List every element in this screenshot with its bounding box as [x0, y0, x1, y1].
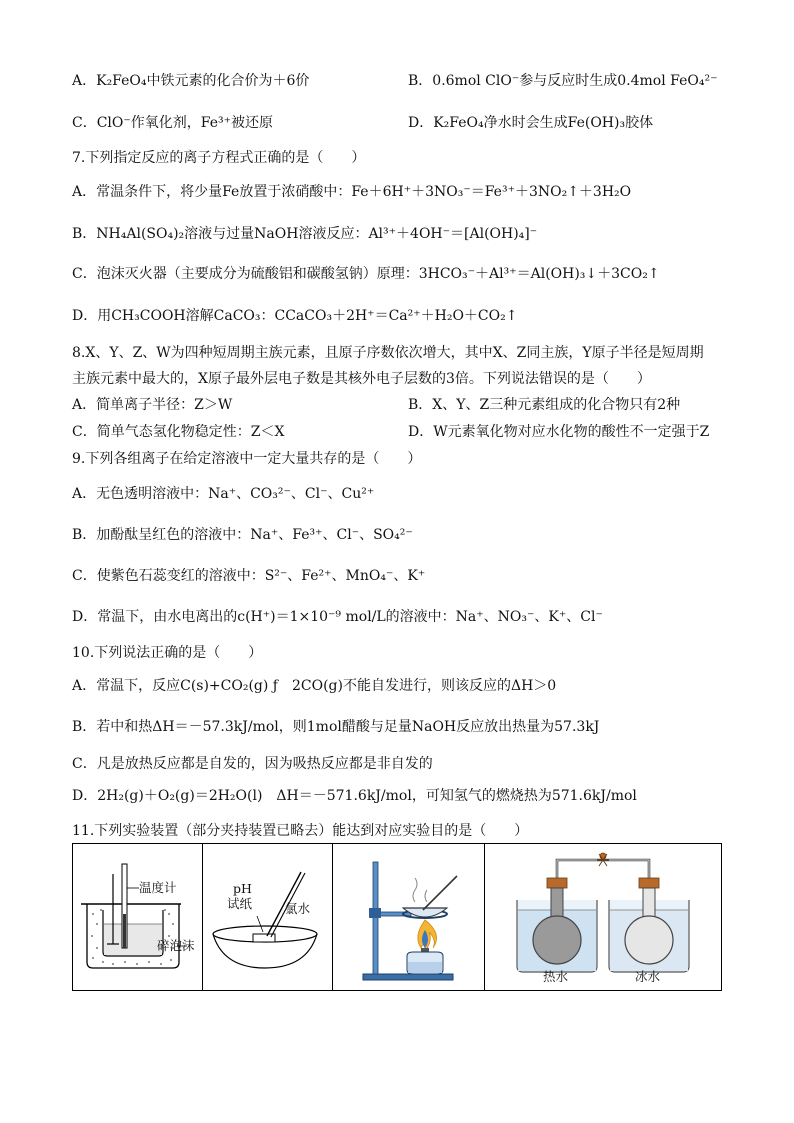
q7-option-a: A．常温条件下，将少量Fe放置于浓硝酸中：Fe＋6H⁺＋3NO₃⁻＝Fe³⁺＋3NO₂↑＋3H₂O — [72, 184, 632, 200]
foam-label: 碎泡沫 — [157, 938, 195, 953]
q8-option-c: C．简单气态氢化物稳定性：Z＜X — [72, 424, 285, 440]
figure-c-evaporation — [333, 844, 485, 990]
ph-label: pH — [233, 881, 252, 896]
q9-stem: 9.下列各组离子在给定溶液中一定大量共存的是（ ） — [72, 451, 422, 467]
q8-option-b: B．X、Y、Z三种元素组成的化合物只有2种 — [408, 397, 681, 413]
ice-water-label: 冰水 — [635, 969, 661, 984]
q8-stem-line2: 主族元素中最大的，X原子最外层电子数是其核外电子层数的3倍。下列说法错误的是（ ） — [72, 371, 651, 387]
q6-option-a: A．K₂FeO₄中铁元素的化合价为＋6价 — [72, 73, 310, 89]
calorimeter-drawing — [73, 844, 203, 990]
q11-stem: 11.下列实验装置（部分夹持装置已略去）能达到对应实验目的是（ ） — [72, 823, 529, 839]
q10-option-b: B．若中和热ΔH＝－57.3kJ/mol，则1mol醋酸与足量NaOH反应放出热量为57.3kJ — [72, 719, 600, 735]
apparatus-figure-strip — [72, 843, 722, 991]
figure-a-calorimeter — [73, 844, 203, 990]
q9-option-c: C．使紫色石蕊变红的溶液中：S²⁻、Fe²⁺、MnO₄⁻、K⁺ — [72, 568, 426, 584]
q7-option-d: D．用CH₃COOH溶解CaCO₃：CCaCO₃＋2H⁺＝Ca²⁺＋H₂O＋CO₂↑ — [72, 308, 518, 324]
q6-option-c: C．ClO⁻作氧化剂，Fe³⁺被还原 — [72, 115, 274, 131]
q8-stem-line1: 8.X、Y、Z、W为四种短周期主族元素，且原子序数依次增大，其中X、Z同主族，Y原子半径是短周期 — [72, 345, 704, 361]
q10-option-c: C．凡是放热反应都是自发的，因为吸热反应都是非自发的 — [72, 756, 433, 772]
q10-option-d: D．2H₂(g)＋O₂(g)＝2H₂O(l) ΔH＝－571.6kJ/mol，可知氢气的燃烧热为571.6kJ/mol — [72, 788, 637, 804]
q10-option-a: A．常温下，反应C(s)+CO₂(g) ƒ 2CO(g)不能自发进行，则该反应的ΔH＞0 — [72, 678, 557, 694]
q6-option-b: B．0.6mol ClO⁻参与反应时生成0.4mol FeO₄²⁻ — [408, 73, 718, 89]
q7-option-c: C．泡沫灭火器（主要成分为硫酸铝和碳酸氢钠）原理：3HCO₃⁻＋Al³⁺＝Al(OH)₃↓＋3CO₂↑ — [72, 266, 660, 282]
q9-option-b: B．加酚酞呈红色的溶液中：Na⁺、Fe³⁺、Cl⁻、SO₄²⁻ — [72, 527, 413, 543]
figure-b-ph-test — [203, 844, 333, 990]
q8-option-d: D．W元素氧化物对应水化物的酸性不一定强于Z — [408, 424, 710, 440]
flasks-drawing — [485, 844, 721, 990]
q7-stem: 7.下列指定反应的离子方程式正确的是（ ） — [72, 150, 366, 166]
q9-option-d: D．常温下，由水电离出的c(H⁺)＝1×10⁻⁹ mol/L的溶液中：Na⁺、NO₃⁻、K⁺、Cl⁻ — [72, 609, 603, 625]
q8-option-a: A．简单离子半径：Z＞W — [72, 397, 233, 413]
evaporation-drawing — [333, 844, 485, 990]
chlorine-water-label: 氯水 — [285, 901, 311, 916]
q9-option-a: A．无色透明溶液中：Na⁺、CO₃²⁻、Cl⁻、Cu²⁺ — [72, 486, 375, 502]
hot-water-label: 热水 — [543, 969, 569, 984]
thermometer-label: 温度计 — [139, 880, 177, 895]
test-paper-label: 试纸 — [227, 896, 253, 911]
figure-d-equilibrium-flasks — [485, 844, 721, 990]
q6-option-d: D．K₂FeO₄净水时会生成Fe(OH)₃胶体 — [408, 115, 654, 131]
ph-test-drawing — [203, 844, 333, 990]
q10-stem: 10.下列说法正确的是（ ） — [72, 645, 263, 661]
q7-option-b: B．NH₄Al(SO₄)₂溶液与过量NaOH溶液反应：Al³⁺＋4OH⁻＝[Al(OH)₄]⁻ — [72, 226, 538, 242]
